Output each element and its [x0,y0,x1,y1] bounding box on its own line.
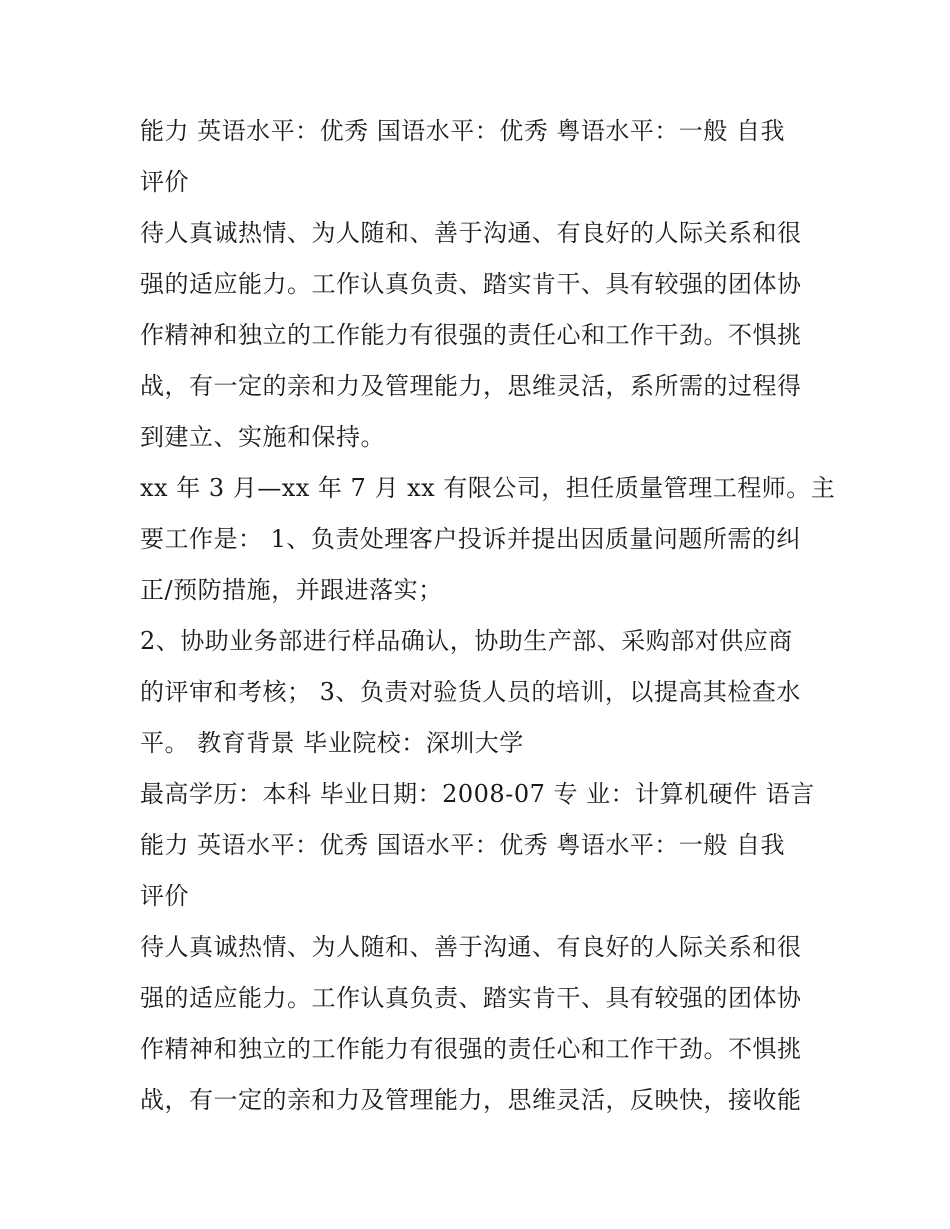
text-line: 作精神和独立的工作能力有很强的责任心和工作干劲。不惧挑 [140,1035,802,1063]
text-line: 评价 [140,168,189,196]
text-line: 平。 教育背景 毕业院校：深圳大学 [140,729,524,757]
text-line: 正/预防措施，并跟进落实； [140,576,443,604]
text-line: 强的适应能力。工作认真负责、踏实肯干、具有较强的团体协 [140,270,802,298]
text-line: 最高学历：本科 毕业日期：2008-07 专 业：计算机硬件 语言 [140,780,815,808]
text-line: 2、协助业务部进行样品确认，协助生产部、采购部对供应商 [140,627,793,655]
text-line: 待人真诚热情、为人随和、善于沟通、有良好的人际关系和很 [140,933,802,961]
text-line: 作精神和独立的工作能力有很强的责任心和工作干劲。不惧挑 [140,321,802,349]
text-line: 到建立、实施和保持。 [140,423,385,451]
text-line: xx 年 3 月—xx 年 7 月 xx 有限公司，担任质量管理工程师。主 [140,474,836,502]
text-line: 能力 英语水平：优秀 国语水平：优秀 粤语水平：一般 自我 [140,831,786,859]
text-line: 要工作是： 1、负责处理客户投诉并提出因质量问题所需的纠 [140,525,801,553]
text-line: 强的适应能力。工作认真负责、踏实肯干、具有较强的团体协 [140,984,802,1012]
text-line: 战，有一定的亲和力及管理能力，思维灵活，反映快，接收能 [140,1086,802,1114]
document-body [140,106,836,1126]
text-line: 待人真诚热情、为人随和、善于沟通、有良好的人际关系和很 [140,219,802,247]
text-line: 战，有一定的亲和力及管理能力，思维灵活，系所需的过程得 [140,372,802,400]
text-line: 评价 [140,882,189,910]
text-line: 的评审和考核； 3、负责对验货人员的培训，以提高其检查水 [140,678,801,706]
text-line: 能力 英语水平：优秀 国语水平：优秀 粤语水平：一般 自我 [140,117,786,145]
